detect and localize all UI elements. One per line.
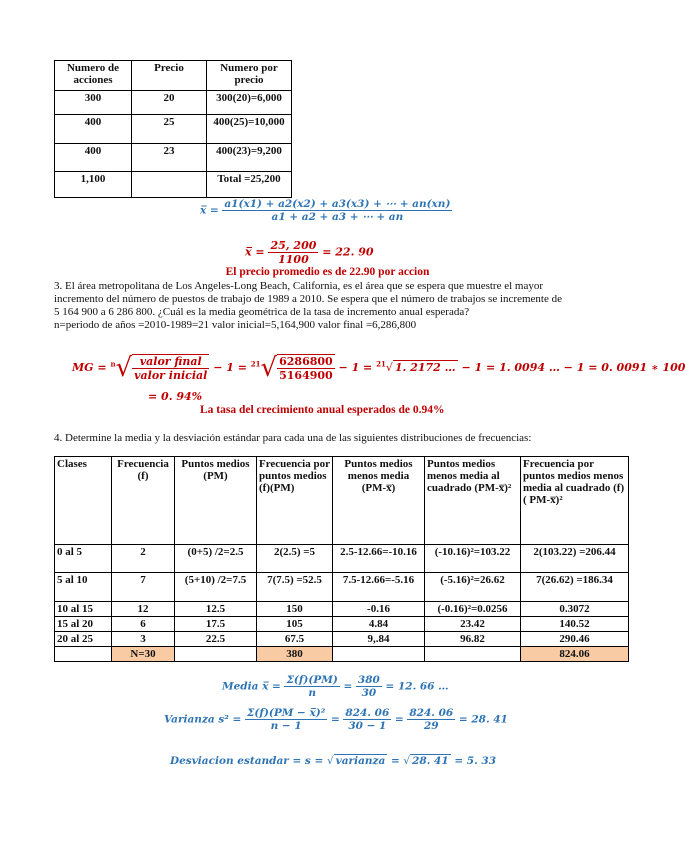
table-row — [55, 647, 629, 662]
table-cell: 20 al 25 — [55, 632, 112, 647]
table-cell: 12 — [112, 602, 175, 617]
problem-3-text — [54, 280, 614, 332]
geometric-mean-percent: = 0. 94% — [148, 390, 203, 403]
formula-numerator: a1(x1) + a2(x2) + a3(x3) + ⋯ + an(xn) — [224, 198, 451, 210]
paragraph-line: incremento del número de puestos de trabajo de 1989 a 2010. Se espera que el número de trabajos se incremente de — [54, 293, 562, 305]
table-cell: 400 — [55, 144, 132, 172]
table-row — [55, 545, 629, 573]
radical-sign: √ — [403, 755, 411, 767]
formula-denominator: 30 — [361, 687, 377, 699]
table-cell: 290.46 — [521, 632, 629, 647]
formula-fraction — [343, 707, 391, 732]
total-cell: N=30 — [112, 647, 175, 662]
radical-sign: √ — [385, 361, 393, 374]
table-header: Frecuencia por puntos medios (f)(PM) — [257, 457, 333, 545]
table-row — [55, 617, 629, 632]
formula-fraction — [245, 707, 327, 732]
formula-lhs: x̅ = — [200, 204, 219, 217]
table-header: Puntos medios menos media (PM-x̅) — [333, 457, 425, 545]
radical-sign: √ — [326, 755, 334, 767]
formula-fraction — [132, 354, 209, 382]
weighted-mean-formula — [200, 198, 452, 223]
formula-fraction — [284, 674, 339, 699]
weighted-mean-result — [245, 239, 374, 266]
table-row — [55, 632, 629, 647]
price-conclusion: El precio promedio es de 22.90 por accion — [225, 266, 430, 278]
table-cell: 12.5 — [175, 602, 257, 617]
formula-numerator: 6286800 — [279, 355, 333, 368]
formula-denominator: 1100 — [278, 253, 309, 266]
formula-denominator: 5164900 — [279, 369, 333, 382]
formula-denominator: n — [308, 687, 316, 699]
table-header: Puntos medios menos media al cuadrado (PM-x̅)² — [425, 457, 521, 545]
table-cell: 2(103.22) =206.44 — [521, 545, 629, 573]
table-header: Precio — [132, 61, 207, 91]
formula-fraction — [407, 707, 455, 732]
table-cell: Total =25,200 — [207, 172, 292, 198]
shares-price-table — [54, 60, 292, 198]
table-cell: (0+5) /2=2.5 — [175, 545, 257, 573]
formula-denominator: 29 — [423, 720, 439, 732]
root-index: 21 — [250, 359, 261, 369]
table-cell: 5 al 10 — [55, 573, 112, 602]
radicand: varianza — [335, 755, 386, 767]
formula-operator: − 1 = — [338, 361, 373, 374]
std-deviation-formula — [170, 754, 496, 767]
formula-fraction — [222, 198, 452, 223]
table-cell: 20 — [132, 91, 207, 115]
table-header: Puntos medios (PM) — [175, 457, 257, 545]
table-cell: -0.16 — [333, 602, 425, 617]
table-row — [55, 602, 629, 617]
table-cell: 6 — [112, 617, 175, 632]
table-row — [55, 91, 292, 115]
formula-denominator: a1 + a2 + a3 + ⋯ + an — [271, 211, 404, 223]
table-cell: 400 — [55, 115, 132, 144]
table-cell — [55, 647, 112, 662]
table-cell — [132, 172, 207, 198]
table-cell — [425, 647, 521, 662]
formula-lhs: x̅ = — [245, 245, 265, 259]
formula-numerator: valor final — [132, 355, 209, 369]
formula-rhs: = 22. 90 — [322, 245, 374, 259]
formula-fraction — [268, 239, 318, 266]
table-cell: 400(23)=9,200 — [207, 144, 292, 172]
table-header: Numero por precio — [207, 61, 292, 91]
table-row — [55, 573, 629, 602]
table-cell — [175, 647, 257, 662]
formula-lhs: Desviacion estandar = s = — [170, 755, 324, 767]
problem-4-text: 4. Determine la media y la desviación estándar para cada una de las siguientes distribuciones de frecuencias: — [54, 432, 532, 444]
root-index: n — [110, 359, 116, 369]
table-cell: 300 — [55, 91, 132, 115]
formula-operator: = — [390, 755, 400, 767]
table-cell: 2(2.5) =5 — [257, 545, 333, 573]
radicand: 28. 41 — [412, 755, 449, 767]
table-row — [55, 172, 292, 198]
table-row — [55, 144, 292, 172]
table-cell: 0.3072 — [521, 602, 629, 617]
table-header: Clases — [55, 457, 112, 545]
formula-lhs: Media x̅ = — [222, 680, 281, 693]
paragraph-line: 5 164 900 a 6 286 800. ¿Cuál es la media geométrica de la tasa de incremento anual esperada? — [54, 306, 470, 318]
table-cell: 7 — [112, 573, 175, 602]
formula-numerator: Σ(f)(PM − x̅)² — [247, 707, 326, 719]
paragraph-line: n=periodo de años =2010-1989=21 valor inicial=5,164,900 valor final =6,286,800 — [54, 319, 417, 331]
table-cell: 4.84 — [333, 617, 425, 632]
table-cell: (-10.16)²=103.22 — [425, 545, 521, 573]
table-cell: 2.5-12.66=-10.16 — [333, 545, 425, 573]
root-index: 21 — [376, 359, 386, 369]
table-header: Numero de acciones — [55, 61, 132, 91]
formula-rhs: = 5. 33 — [454, 755, 497, 767]
table-cell: 400(25)=10,000 — [207, 115, 292, 144]
formula-numerator: Σ(f)(PM) — [286, 674, 338, 686]
formula-lhs: Varianza s² = — [164, 713, 242, 726]
formula-denominator: n − 1 — [270, 720, 302, 732]
formula-denominator: valor inicial — [134, 369, 208, 382]
formula-numerator: 824. 06 — [409, 707, 454, 719]
paragraph-line: 3. El área metropolitana de Los Angeles-Long Beach, California, es el área que se espera que muestre el mayor — [54, 280, 544, 292]
table-header: Frecuencia por puntos medios menos media al cuadrado (f) ( PM-x̅)² — [521, 457, 629, 545]
table-cell: (-5.16)²=26.62 — [425, 573, 521, 602]
geometric-mean-formula — [72, 353, 685, 383]
table-cell: 7.5-12.66=-5.16 — [333, 573, 425, 602]
table-cell: 2 — [112, 545, 175, 573]
table-cell: 15 al 20 — [55, 617, 112, 632]
table-cell: 3 — [112, 632, 175, 647]
formula-fraction — [356, 674, 382, 699]
growth-conclusion: La tasa del crecimiento anual esperados de 0.94% — [200, 404, 445, 416]
table-cell: 0 al 5 — [55, 545, 112, 573]
table-cell: 96.82 — [425, 632, 521, 647]
table-cell: (-0.16)²=0.0256 — [425, 602, 521, 617]
formula-tail: − 1 = 1. 0094 … − 1 = 0. 0091 ∗ 100 — [461, 361, 685, 374]
table-cell: (5+10) /2=7.5 — [175, 573, 257, 602]
formula-operator: − 1 = — [213, 361, 247, 374]
table-cell: 25 — [132, 115, 207, 144]
table-cell: 1,100 — [55, 172, 132, 198]
radicand: 1. 2172 … — [394, 361, 456, 374]
frequency-table — [54, 456, 629, 662]
table-cell: 9,.84 — [333, 632, 425, 647]
radical-sign: √ — [260, 353, 278, 383]
table-header: Frecuencia (f) — [112, 457, 175, 545]
mean-formula: Media x̅ = $\frac{\Sigma(f)(PM)}{n}$ = $\frac{380}{30}$ = 12. 66 … — [222, 674, 449, 699]
table-cell: 10 al 15 — [55, 602, 112, 617]
table-cell: 7(7.5) =52.5 — [257, 573, 333, 602]
formula-rhs: = 28. 41 — [458, 713, 508, 726]
table-cell: 67.5 — [257, 632, 333, 647]
total-cell: 380 — [257, 647, 333, 662]
formula-numerator: 380 — [357, 674, 380, 686]
table-cell: 150 — [257, 602, 333, 617]
formula-numerator: 25, 200 — [270, 239, 317, 252]
total-cell: 824.06 — [521, 647, 629, 662]
table-cell: 7(26.62) =186.34 — [521, 573, 629, 602]
table-row — [55, 115, 292, 144]
formula-lhs: MG = — [72, 361, 107, 374]
table-cell: 300(20)=6,000 — [207, 91, 292, 115]
variance-formula: Varianza s² = $\frac{\text{Σ(f)(PM − x̅)²}}{n - 1}$ = $\frac{824. 06}{30 - 1}$ = $\frac{824. 06}{29}$ = 28. 41 — [164, 707, 508, 732]
table-cell: 23.42 — [425, 617, 521, 632]
radical-sign: √ — [115, 353, 133, 383]
table-cell — [333, 647, 425, 662]
formula-numerator: 824. 06 — [345, 707, 390, 719]
table-cell: 105 — [257, 617, 333, 632]
formula-fraction — [277, 354, 335, 382]
table-cell: 22.5 — [175, 632, 257, 647]
formula-denominator: 30 − 1 — [348, 720, 387, 732]
formula-rhs: = 12. 66 … — [385, 680, 449, 693]
table-cell: 17.5 — [175, 617, 257, 632]
table-cell: 23 — [132, 144, 207, 172]
table-cell: 140.52 — [521, 617, 629, 632]
